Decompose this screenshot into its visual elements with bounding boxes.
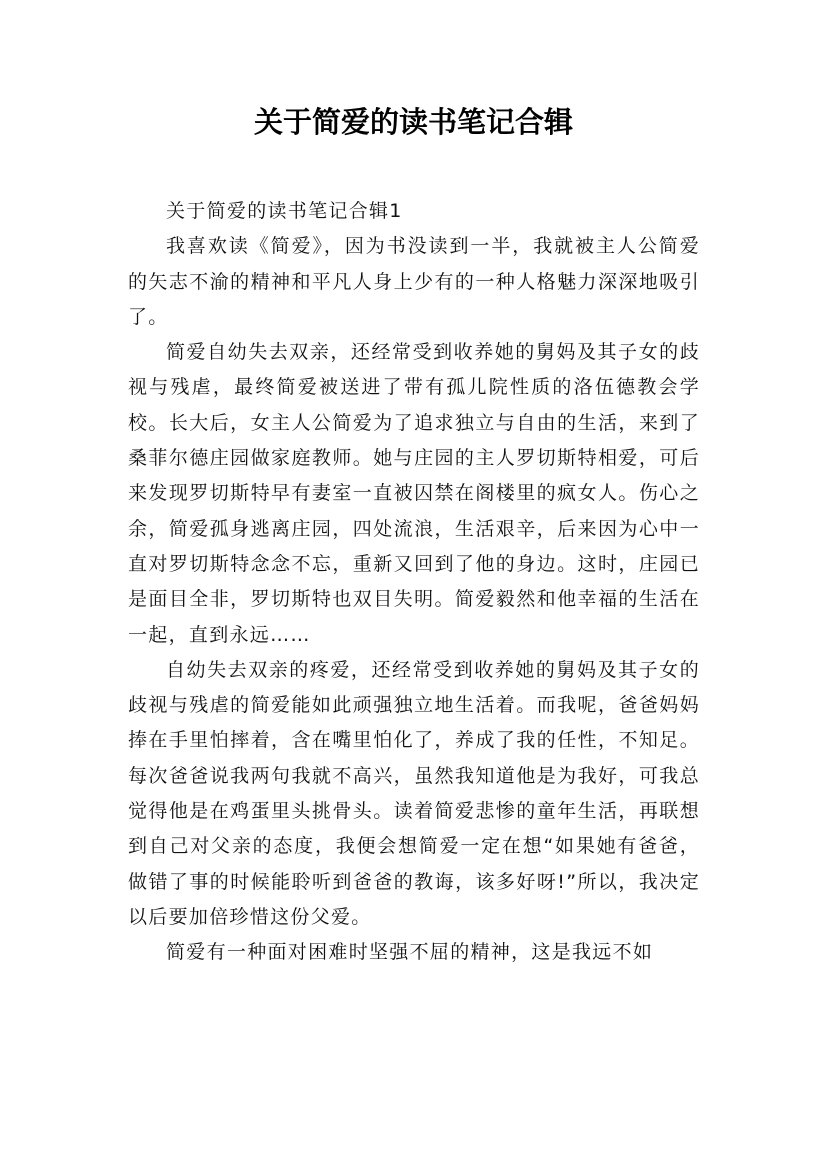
document-title: 关于简爱的读书笔记合辑 bbox=[253, 105, 573, 139]
document-body bbox=[128, 194, 700, 971]
paragraph: 我喜欢读《简爱》，因为书没读到一半，我就被主人公简爱的矢志不渝的精神和平凡人身上少有的一种人格魅力深深地吸引了。 bbox=[128, 235, 700, 328]
paragraph: 自幼失去双亲的疼爱，还经常受到收养她的舅妈及其子女的歧视与残虐的简爱能如此顽强独立地生活着。而我呢，爸爸妈妈捧在手里怕摔着，含在嘴里怕化了，养成了我的任性，不知足。每次爸爸说我两句我就不高兴，虽然我知道他是为我好，可我总觉得他是在鸡蛋里头挑骨头。读着简爱悲惨的童年生活，再联想到自己对父亲的态度，我便会想简爱一定在想“如果她有爸爸，做错了事的时候能聆听到爸爸的教诲，该多好呀!”所以，我决定以后要加倍珍惜这份父爱。 bbox=[128, 658, 700, 928]
paragraph-subtitle: 关于简爱的读书笔记合辑1 bbox=[166, 200, 403, 222]
paragraph: 简爱自幼失去双亲，还经常受到收养她的舅妈及其子女的歧视与残虐，最终简爱被送进了带有孤儿院性质的洛伍德教会学校。长大后，女主人公简爱为了追求独立与自由的生活，来到了桑菲尔德庄园做家庭教师。她与庄园的主人罗切斯特相爱，可后来发现罗切斯特早有妻室一直被囚禁在阁楼里的疯女人。伤心之余，简爱孤身逃离庄园，四处流浪，生活艰辛，后来因为心中一直对罗切斯特念念不忘，重新又回到了他的身边。这时，庄园已是面目全非，罗切斯特也双目失明。简爱毅然和他幸福的生活在一起，直到永远…… bbox=[128, 341, 700, 646]
paragraph: 简爱有一种面对困难时坚强不屈的精神，这是我远不如 bbox=[166, 941, 654, 964]
